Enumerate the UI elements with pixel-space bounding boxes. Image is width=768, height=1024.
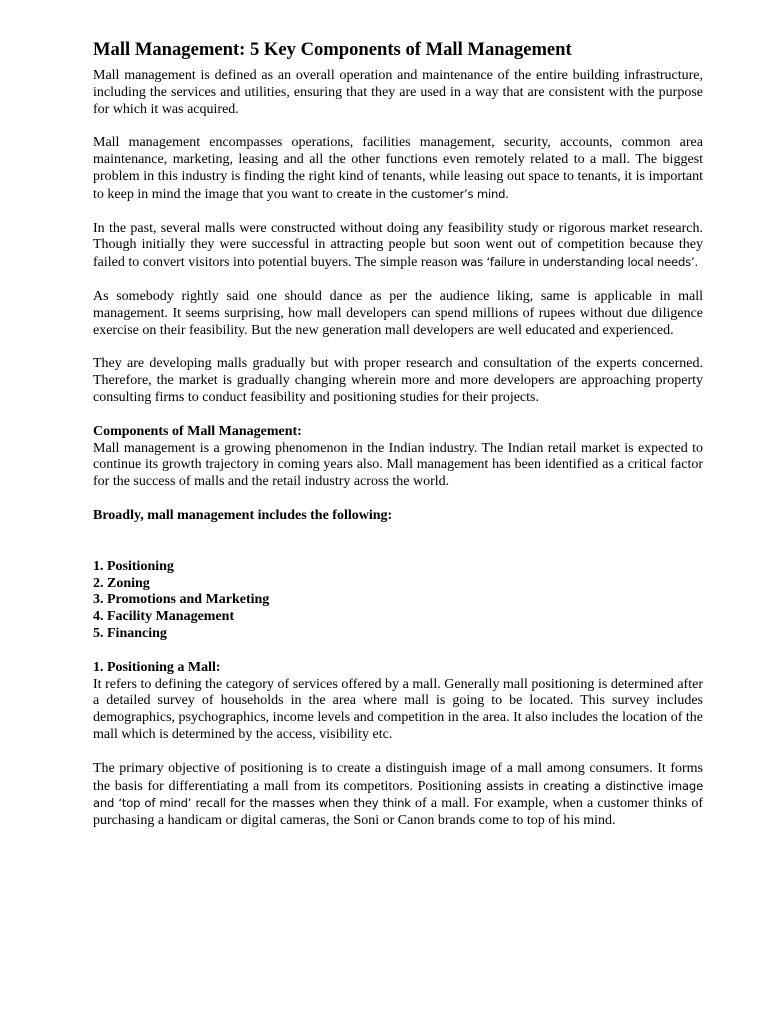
paragraph-encompasses-tail: create in the customer’s mind. (336, 186, 509, 201)
paragraph-encompasses-main: Mall management encompasses operations, facilities management, security, accounts, common area maintenance, marketing, leasing and all the other functions even remotely related to a mall. The biggest problem in this industry is finding the right kind of tenants, while leasing out space to tenants, it is important to keep in mind the image that you want to (93, 135, 703, 202)
document-page (93, 38, 703, 847)
paragraph-encompasses (93, 135, 703, 203)
paragraph-past-main: In the past, several malls were constructed without doing any feasibility study or rigorous market research. Though initially they were successful in attracting people but soon went out of competition because they failed to convert visitors into potential buyers. The simple reason (93, 220, 703, 271)
paragraph-objective-alt: assists in creating a distinctive image and ‘top of mind’ recall for the masses when they think (93, 778, 704, 811)
broadly-heading: Broadly, mall management includes the following: (93, 507, 393, 523)
paragraph-objective-main: The primary objective of positioning is to create a distinguish image of a mall among consumers. It forms the basis for differentiating a mall from its competitors. Positioning (93, 760, 703, 794)
list-item: 1. Positioning (93, 558, 174, 574)
paragraph-past (93, 221, 703, 272)
paragraph-dance: As somebody rightly said one should dance as per the audience liking, same is applicable in mall management. It seems surprising, how mall developers can spend millions of rupees without due diligence exercise on their feasibility. But the new generation mall developers are well educated and experienced. (93, 288, 703, 338)
paragraph-definition: Mall management is defined as an overall operation and maintenance of the entire building infrastructure, including the services and utilities, ensuring that they are used in a way that are consistent with the purpose for which it was acquired. (93, 68, 703, 117)
list-item: 2. Zoning (93, 575, 150, 591)
paragraph-objective-tail: of a mall. For example, when a customer thinks of purchasing a handicam or digital cameras, the Soni or Canon brands come to top of his mind. (93, 796, 704, 829)
components-heading: Components of Mall Management: (93, 423, 302, 439)
paragraph-past-tail: was ‘failure in understanding local needs’. (460, 255, 698, 270)
paragraph-components: Mall management is a growing phenomenon in the Indian industry. The Indian retail market is expected to continue its growth trajectory in coming years also. Mall management has been identified as a critical factor for the success of malls and the retail industry across the world. (93, 440, 703, 490)
components-list (93, 559, 703, 643)
paragraph-objective (93, 761, 703, 830)
spacer (93, 525, 703, 559)
paragraph-developing: They are developing malls gradually but with proper research and consultation of the experts concerned. Therefore, the market is gradually changing wherein more and more developers are approaching property consulting firms to conduct feasibility and positioning studies for their projects. (93, 356, 703, 405)
paragraph-positioning: It refers to defining the category of services offered by a mall. Generally mall positioning is determined after a detailed survey of households in the area where mall is going to be located. This survey includes demographics, psychographics, income levels and competition in the area. It also includes the location of the mall which is determined by the access, visibility etc. (93, 676, 703, 742)
page-title: Mall Management: 5 Key Components of Mall Management (93, 39, 572, 60)
positioning-heading: 1. Positioning a Mall: (93, 659, 221, 675)
list-item: 4. Facility Management (93, 609, 235, 625)
list-item: 3. Promotions and Marketing (93, 592, 270, 608)
list-item: 5. Financing (93, 625, 167, 641)
